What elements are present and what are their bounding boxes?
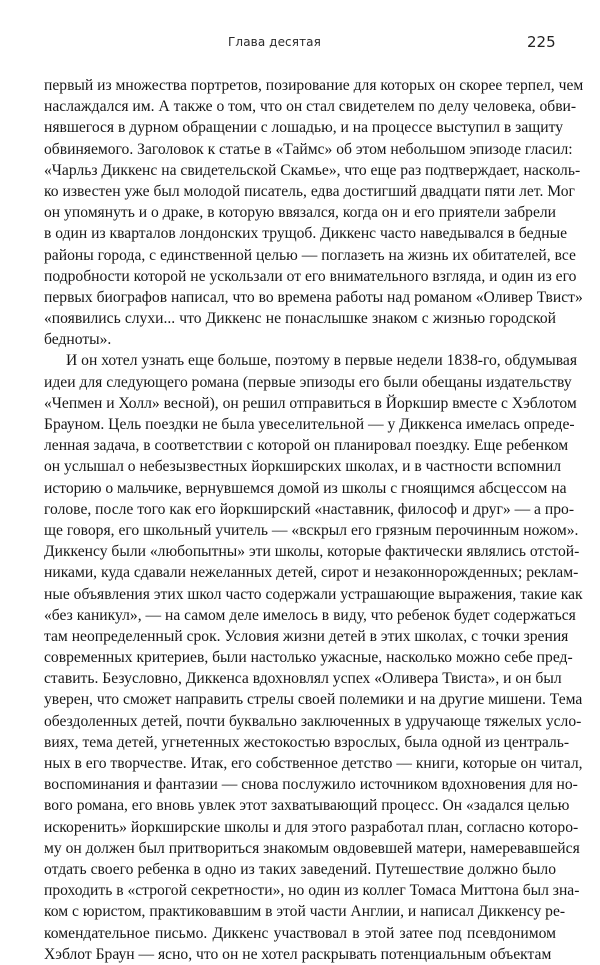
text-line: он упомянуть и о драке, в которую ввязался, когда он и его приятели забрели: [44, 204, 556, 222]
text-line: подробности которой не ускользали от его внимательного взгляда, и один из его: [44, 267, 577, 285]
text-line: ком с юристом, практиковавшим в этой части Англии, и написал Диккенсу ре-: [44, 903, 566, 921]
text-line: Брауном. Цель поездки не была увеселительной — у Диккенса имелась опреде-: [44, 416, 575, 433]
page-number: 225: [527, 33, 556, 51]
body-text: [44, 75, 584, 965]
text-line: ных в его творчестве. Итак, его собственное детство — книги, которые он читал,: [44, 755, 583, 772]
text-line: И он хотел узнать еще больше, поэтому в первые недели 1838-го, обдумывая: [66, 352, 578, 370]
text-line: Хэблот Браун — ясно, что он не хотел раскрывать потенциальным объектам: [44, 945, 552, 963]
text-line: историю о мальчике, вернувшемся домой из школы с гноящимся абсцессом на: [44, 479, 567, 497]
text-line: наслаждался им. А также о том, что он стал свидетелем по делу человека, обви-: [44, 98, 577, 116]
text-line: уверен, что сможет направить стрелы своей полемики и на другие мишени. Тема: [44, 691, 583, 709]
text-line: «Чарльз Диккенс на свидетельской Скамье», что еще раз подтверждает, насколь-: [44, 161, 581, 179]
paragraph: [44, 75, 584, 350]
running-header: [0, 33, 600, 53]
text-line: воспоминания и фантазии — снова послужило источником вдохновения для но-: [44, 776, 578, 794]
text-line: бедноты».: [44, 331, 112, 349]
text-line: обвиняемого. Заголовок к статье в «Таймс» об этом небольшом эпизоде гласил:: [44, 140, 573, 158]
text-line: проходить в «строгой секретности», но один из коллег Томаса Миттона был зна-: [44, 882, 580, 900]
text-line: ще говоря, его школьный учитель — «вскрыл его грязным перочинным ножом».: [44, 521, 579, 539]
text-line: «появились слухи... что Диккенс не понаслышке знаком с жизнью городской: [44, 310, 556, 328]
text-line: «без каникул», — на самом деле имелось в виду, что ребенок будет содержаться: [44, 606, 576, 624]
chapter-title: Глава десятая: [228, 35, 321, 49]
text-line: первых биографов написал, что во времена работы над романом «Оливер Твист»: [44, 288, 583, 306]
text-line: никами, куда сдавали нежеланных детей, сирот и незаконнорожденных; реклам-: [44, 564, 579, 582]
text-line: современных критериев, были настолько ужасные, насколько можно себе пред-: [44, 649, 573, 667]
text-line: обездоленных детей, почти буквально заключенных в удручающе тяжелых усло-: [44, 712, 582, 730]
text-line: ленная задача, в соответствии с которой он планировал поездку. Еще ребенком: [44, 437, 569, 455]
text-line: там неопределенный срок. Условия жизни детей в этих школах, с точки зрения: [44, 627, 569, 645]
text-line: в один из кварталов лондонских трущоб. Диккенс часто наведывался в бедные: [44, 225, 568, 243]
text-line: Диккенсу были «любопытны» эти школы, которые фактически являлись отстой-: [44, 543, 580, 561]
text-line: ко известен уже был молодой писатель, едва достигший двадцати пяти лет. Мог: [44, 182, 575, 200]
text-line: нявшегося в дурном обращении с лошадью, и на процессе выступил в защиту: [44, 119, 564, 137]
text-line: он услышал о небезызвестных йоркширских школах, и в частности вспомнил: [44, 458, 561, 476]
text-line: ставить. Безусловно, Диккенса вдохновлял успех «Оливера Твиста», и он был: [44, 670, 562, 688]
text-line: идеи для следующего романа (первые эпизоды его были обещаны издательству: [44, 373, 572, 391]
text-line: «Чепмен и Холл» весной), он решил отправиться в Йоркшир вместе с Хэблотом: [44, 394, 577, 412]
text-line: искоренить» йоркширские школы и для этого разработал план, согласно которо-: [44, 818, 579, 836]
text-line: отдать своего ребенка в одно из таких заведений. Путешествие должно было: [44, 860, 556, 878]
text-line: комендательное письмо. Диккенс участвовал в этой затее под псевдонимом: [44, 924, 556, 942]
text-line: районы города, с единственной целью — поглазеть на жизнь их обитателей, все: [44, 246, 576, 264]
text-line: му он должен был притвориться знакомым овдовевшей матери, намеревавшейся: [44, 839, 580, 857]
paragraph: [44, 350, 583, 964]
text-line: голове, после того как его йоркширский «наставник, философ и друг» — а про-: [44, 500, 575, 518]
text-line: виях, тема детей, угнетенных жестокостью взрослых, была одной из централь-: [44, 733, 570, 751]
text-line: ные объявления этих школ часто содержали устрашающие выражения, такие как: [44, 585, 583, 603]
text-line: вого романа, его вновь увлек этот захватывающий процесс. Он «задался целью: [44, 797, 570, 815]
text-line: первый из множества портретов, позирование для которых он скорее терпел, чем: [44, 77, 584, 94]
